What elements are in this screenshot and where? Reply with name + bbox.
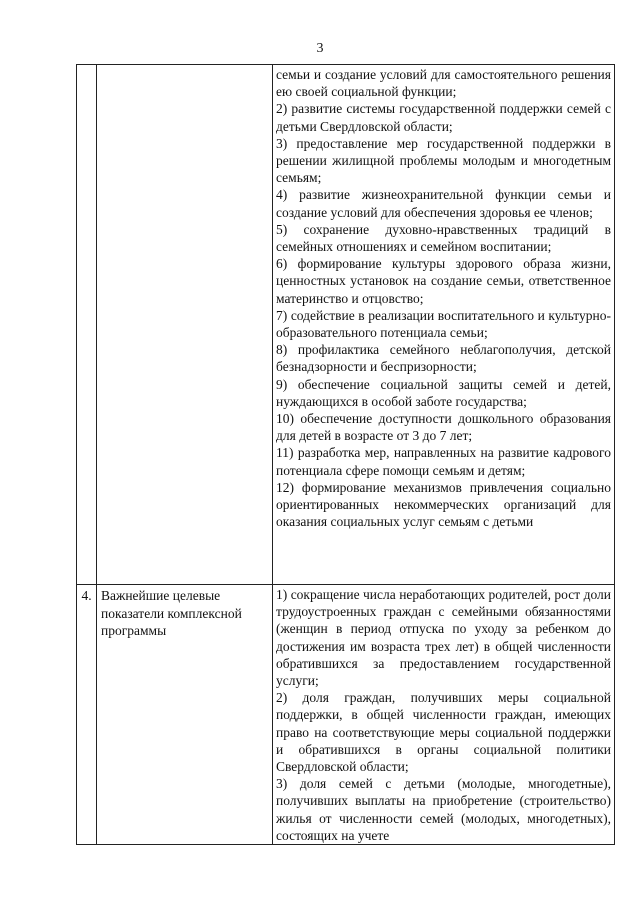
- list-item: 5) сохранение духовно-нравственных традиций в семейных отношениях и семейном воспитании;: [276, 221, 611, 255]
- list-item: 3) предоставление мер государственной поддержки в решении жилищной проблемы молодым и многодетным семьям;: [276, 135, 611, 186]
- row-name-cell: [97, 65, 273, 585]
- list-item: 10) обеспечение доступности дошкольного образования для детей в возрасте от 3 до 7 лет;: [276, 411, 611, 444]
- list-item: 3) доля семей с детьми (молодые, многодетные), получивших выплаты на приобретение (строительство) жилья от численности семей (молодых, многодетных), состоящих на учете: [276, 776, 611, 843]
- list-item: 2) развитие системы государственной поддержки семей с детьми Свердловской области;: [276, 101, 611, 134]
- table-row: [77, 585, 615, 845]
- list-item: 8) профилактика семейного неблагополучия, детской безнадзорности и беспризорности;: [276, 342, 611, 375]
- list-item: 11) разработка мер, направленных на развитие кадрового потенциала сфере помощи семьям и детям;: [276, 445, 611, 478]
- row-number-cell: 4.: [77, 585, 97, 845]
- list-item: 7) содействие в реализации воспитательного и культурно-образовательного потенциала семьи;: [276, 307, 611, 341]
- list-item: 4) развитие жизнеохранительной функции семьи и создание условий для обеспечения здоровья ее членов;: [276, 187, 611, 220]
- list-item: 2) доля граждан, получивших меры социальной поддержки, в общей численности граждан, имеющих право на соответствующие меры социальной поддержки и обратившихся в органы социальной политики Свердловской области;: [276, 690, 611, 775]
- table-row: [77, 65, 615, 585]
- row-content-cell: [273, 585, 615, 845]
- row-content-cell: [273, 65, 615, 585]
- list-item: 9) обеспечение социальной защиты семей и детей, нуждающихся в особой заботе государства;: [276, 376, 611, 409]
- program-table: [76, 64, 615, 845]
- list-item: 6) формирование культуры здорового образа жизни, ценностных установок на создание семьи, ответственное материнство и отцовство;: [276, 256, 611, 306]
- row-name-cell: Важнейшие целевые показатели комплексной программы: [97, 585, 273, 845]
- row-number-cell: [77, 65, 97, 585]
- list-item: 12) формирование механизмов привлечения социально ориентированных некоммерческих организаций для оказания социальных услуг семьям с детьми: [276, 479, 611, 530]
- list-item: семьи и создание условий для самостоятельного решения ею своей социальной функции;: [276, 67, 611, 100]
- list-item: 1) сокращение числа неработающих родителей, рост доли трудоустроенных граждан с семейными обязанностями (женщин в период отпуска по уходу за ребенком до достижения им возраста трех лет) в общей численности обратившихся за предоставлением государственной услуги;: [276, 587, 611, 689]
- page-number: 3: [316, 41, 324, 56]
